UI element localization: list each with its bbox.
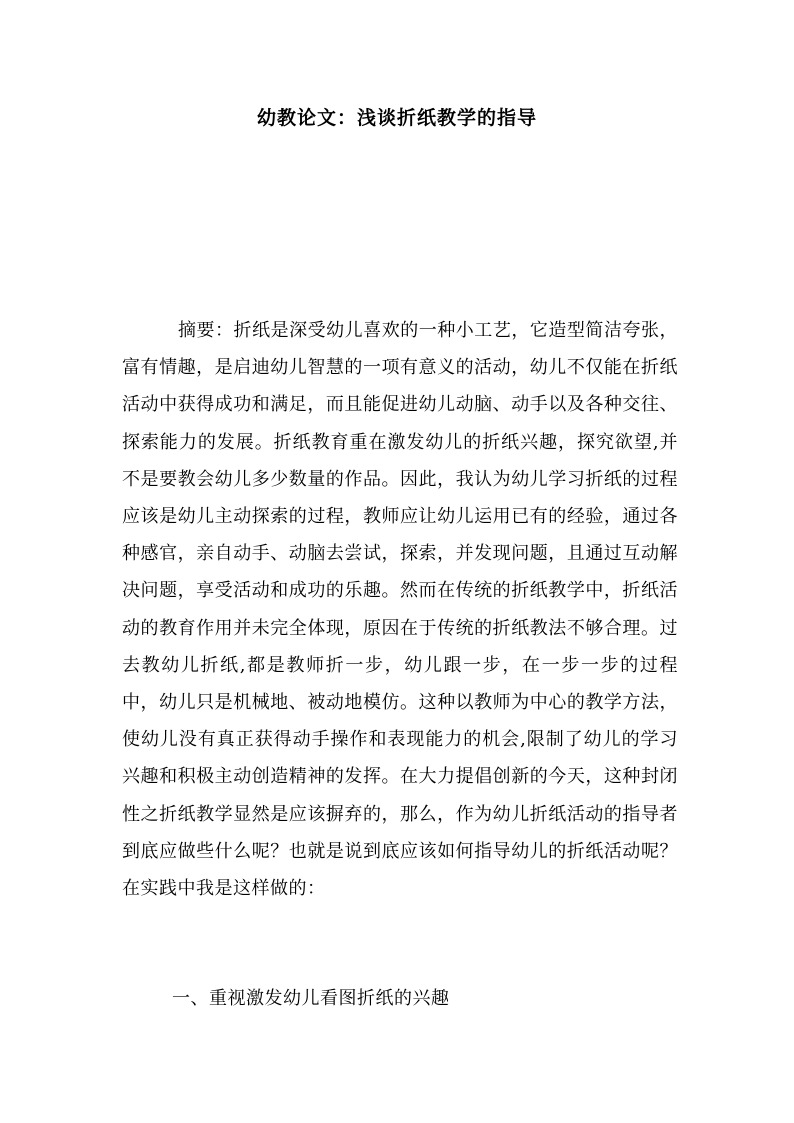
section-heading: 一、重视激发幼儿看图折纸的兴趣	[172, 988, 450, 1009]
document-title: 幼教论文：浅谈折纸教学的指导	[256, 107, 537, 129]
abstract-paragraph: 摘要：折纸是深受幼儿喜欢的一种小工艺，它造型简洁夸张，富有情趣，是启迪幼儿智慧的一项有意义的活动，幼儿不仅能在折纸活动中获得成功和满足，而且能促进幼儿动脑、动手以及各种交往、探索能力的发展。折纸教育重在激发幼儿的折纸兴趣，探究欲望,并不是要教会幼儿多少数量的作品。因此，我认为幼儿学习折纸的过程应该是幼儿主动探索的过程，教师应让幼儿运用已有的经验，通过各种感官，亲自动手、动脑去尝试，探索，并发现问题，且通过互动解决问题，享受活动和成功的乐趣。然而在传统的折纸教学中，折纸活动的教育作用并未完全体现，原因在于传统的折纸教法不够合理。过去教幼儿折纸,都是教师折一步，幼儿跟一步，在一步一步的过程中，幼儿只是机械地、被动地模仿。这种以教师为中心的教学方法，使幼儿没有真正获得动手操作和表现能力的机会,限制了幼儿的学习兴趣和积极主动创造精神的发挥。在大力提倡创新的今天，这种封闭性之折纸教学显然是应该摒弃的，那么，作为幼儿折纸活动的指导者到底应做些什么呢？也就是说到底应该如何指导幼儿的折纸活动呢？在实践中我是这样做的：	[122, 320, 678, 900]
